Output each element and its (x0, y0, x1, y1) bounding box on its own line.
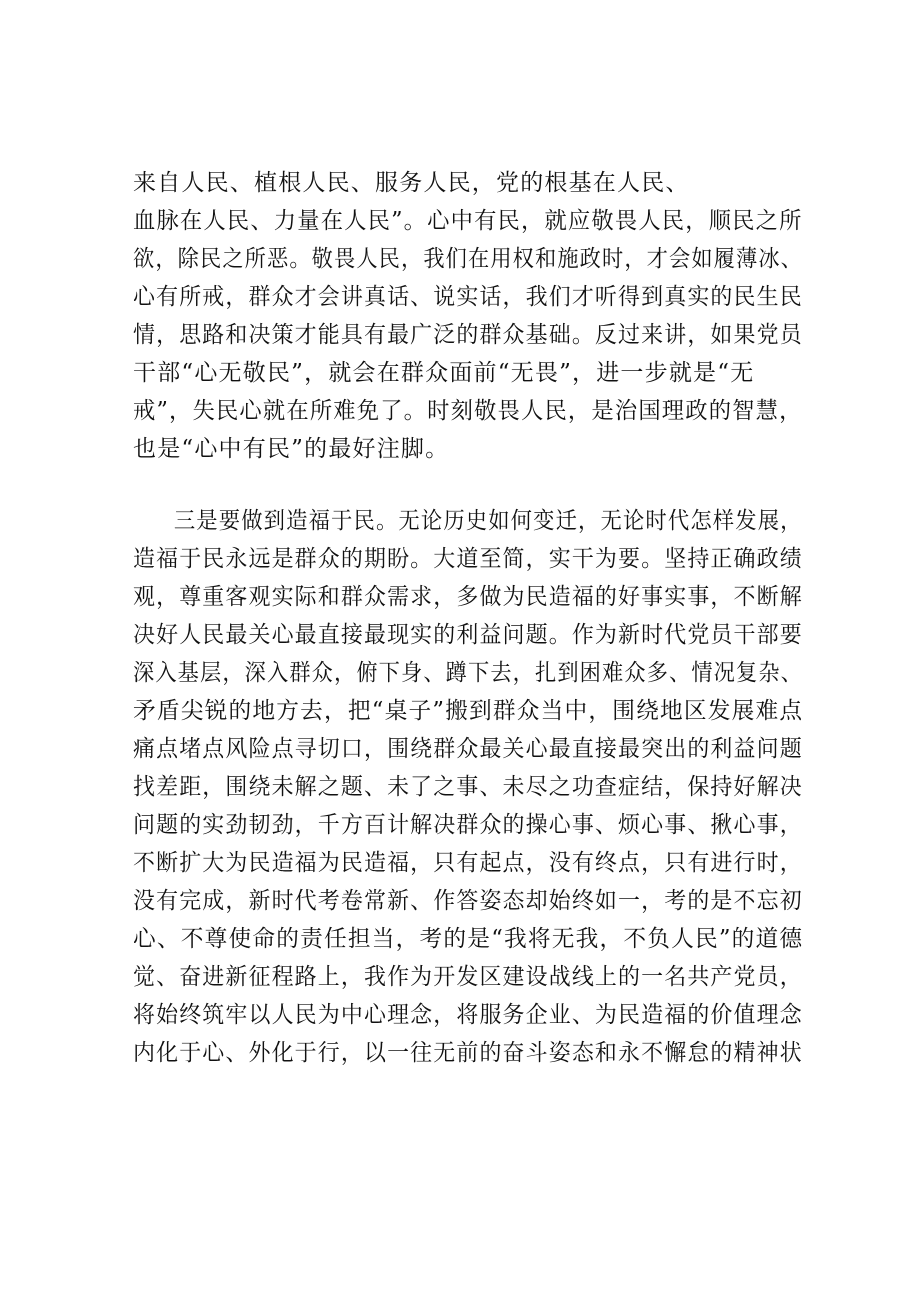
text-line: 决好人民最关心最直接最现实的利益问题。作为新时代党员干部要 (133, 622, 803, 648)
text-line: 深入基层，深入群众，俯下身、蹲下去，扎到困难众多、情况复杂、 (133, 660, 803, 686)
text-line: 找差距，围绕未解之题、未了之事、未尽之功查症结，保持好解决 (133, 774, 803, 800)
text-line: 情，思路和决策才能具有最广泛的群众基础。反过来讲，如果党员 (133, 322, 803, 348)
text-line: 干部“心无敬民”，就会在群众面前“无畏”，进一步就是“无 (133, 360, 755, 386)
paragraph-benefit-people (133, 502, 803, 1072)
paragraph-respect-people (133, 164, 803, 468)
text-line: 心有所戒，群众才会讲真话、说实话，我们才听得到真实的民生民 (133, 284, 803, 310)
text-line: 没有完成，新时代考卷常新、作答姿态却始终如一，考的是不忘初 (133, 888, 803, 914)
text-line: 戒”，失民心就在所难免了。时刻敬畏人民，是治国理政的智慧， (133, 398, 803, 424)
text-line: 不断扩大为民造福为民造福，只有起点，没有终点，只有进行时， (133, 850, 803, 876)
text-line: 欲，除民之所恶。敬畏人民，我们在用权和施政时，才会如履薄冰、 (133, 246, 803, 272)
text-line: 矛盾尖锐的地方去，把“桌子”搬到群众当中，围绕地区发展难点 (133, 698, 804, 724)
text-line: 也是“心中有民”的最好注脚。 (133, 436, 450, 462)
text-line: 血脉在人民、力量在人民”。心中有民，就应敬畏人民，顺民之所 (133, 208, 803, 234)
text-line: 觉、奋进新征程路上，我作为开发区建设战线上的一名共产党员， (133, 964, 803, 990)
text-line: 痛点堵点风险点寻切口，围绕群众最关心最直接最突出的利益问题 (133, 736, 803, 762)
text-line: 观，尊重客观实际和群众需求，多做为民造福的好事实事，不断解 (133, 584, 803, 610)
text-line: 来自人民、植根人民、服务人民，党的根基在人民、 (133, 170, 690, 196)
text-line: 心、不尊使命的责任担当，考的是“我将无我，不负人民”的道德 (133, 926, 804, 952)
text-line: 三是要做到造福于民。无论历史如何变迁，无论时代怎样发展， (173, 508, 803, 534)
text-line: 内化于心、外化于行，以一往无前的奋斗姿态和永不懈怠的精神状 (133, 1040, 803, 1066)
text-line: 问题的实劲韧劲，千方百计解决群众的操心事、烦心事、揪心事， (133, 812, 803, 838)
text-line: 造福于民永远是群众的期盼。大道至简，实干为要。坚持正确政绩 (133, 546, 803, 572)
text-line: 将始终筑牢以人民为中心理念，将服务企业、为民造福的价值理念 (133, 1002, 803, 1028)
